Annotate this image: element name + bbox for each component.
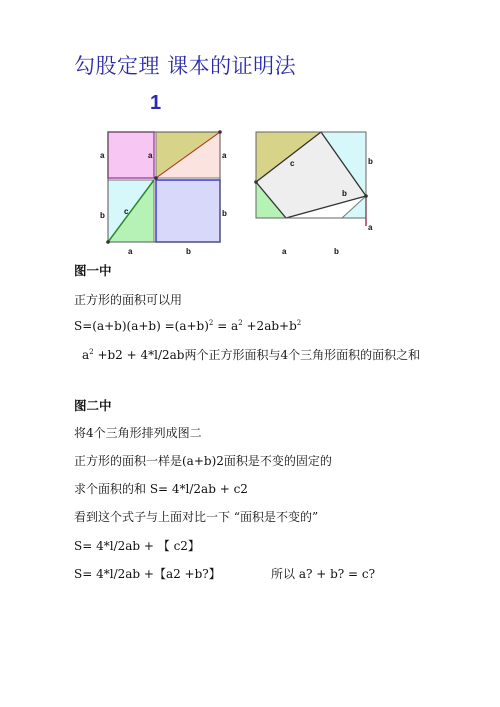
label: a	[128, 247, 133, 256]
fig2-heading: 图二中	[74, 398, 112, 413]
label: b	[334, 247, 339, 256]
conclusion-line: 所以 a? + b? = c?	[271, 567, 376, 581]
label: b	[186, 247, 191, 256]
lavender-square	[156, 180, 220, 242]
label: b	[342, 189, 347, 198]
label: c	[124, 207, 129, 216]
text-line: 正方形的面积一样是(a+b)2面积是不变的固定的	[74, 454, 332, 468]
formula-line: $a^2 +b2 + 4*l/2ab$两个正方形面积与4个三角形面积的面积之和	[82, 348, 421, 362]
right-proof-figure	[246, 126, 378, 264]
text-line: 正方形的面积可以用	[74, 293, 183, 307]
label: b	[222, 209, 227, 218]
label: b	[368, 157, 373, 166]
formula-line: $S=(a+b)(a+b) =(a+b)^2 = a^2 +2ab+b^2$	[74, 319, 302, 333]
fig1-heading: 图一中	[74, 263, 112, 278]
text-line: 将4个三角形排列成图二	[74, 426, 202, 440]
label: b	[100, 211, 105, 220]
formula-line: S= 4*l/2ab +【a2 +b?】	[74, 567, 221, 581]
label: a	[100, 151, 105, 160]
label: a	[282, 247, 287, 256]
text-line: 求个面积的和 S= 4*l/2ab + c2	[74, 482, 248, 496]
label: a	[222, 151, 227, 160]
label: c	[290, 159, 295, 168]
page-title: 勾股定理 课本的证明法	[74, 54, 297, 78]
left-proof-figure	[96, 126, 228, 256]
figure-number: 1	[150, 92, 162, 114]
label: a	[368, 223, 373, 232]
label: a	[148, 151, 153, 160]
formula-line: S= 4*l/2ab + 【 c2】	[74, 539, 200, 553]
text-line: 看到这个式子与上面对比一下 “面积是不变的”	[74, 510, 319, 524]
